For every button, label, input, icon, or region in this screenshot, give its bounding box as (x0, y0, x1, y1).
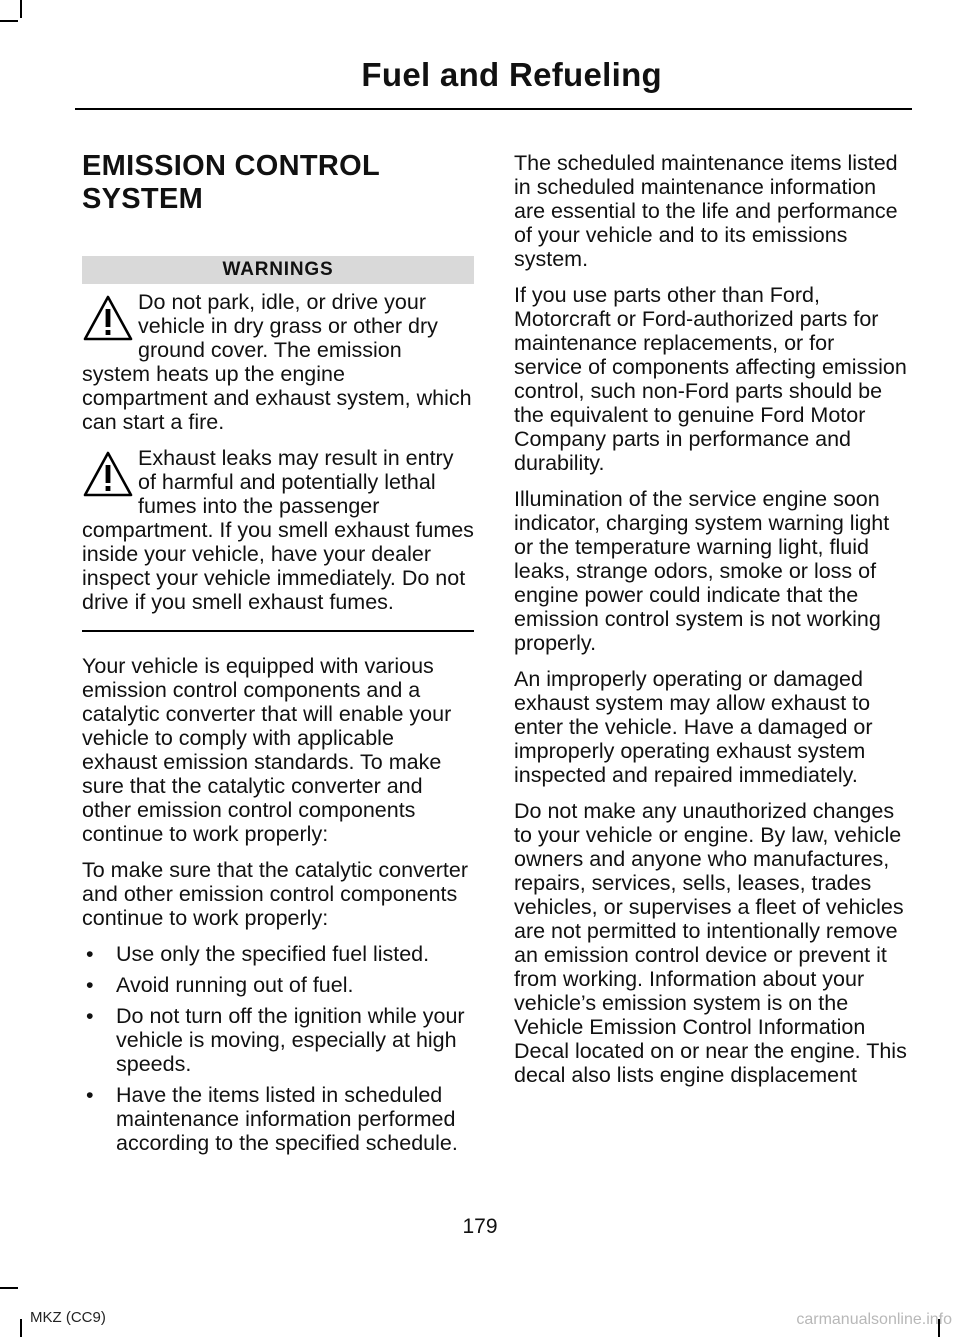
bullet-list (82, 942, 474, 1155)
crop-mark (20, 0, 22, 18)
crop-mark (20, 1319, 22, 1337)
body-paragraph: Do not make any unauthorized changes to your vehicle or engine. By law, vehicle owners and anyone who manufactures, repairs, services, sells, leases, trades vehicles, or supervises a fleet of vehicles are not permitted to intentionally remove an emission control device or prevent it from working. Information about your vehicle’s emission system is on the Vehicle Emission Control Information Decal located on or near the engine. This decal also lists engine displacement (514, 799, 907, 1087)
left-column (82, 150, 474, 1162)
section-heading-line1: EMISSION CONTROL (82, 150, 381, 182)
warnings-end-rule (82, 630, 474, 632)
crop-mark (0, 1287, 18, 1289)
body-paragraph: Illumination of the service engine soon indicator, charging system warning light or the temperature warning light, fluid leaks, strange odors, smoke or loss of engine power could indicate that the emission control system is not working properly. (514, 487, 890, 655)
list-item-text: Avoid running out of fuel. (116, 973, 354, 997)
list-item (82, 1004, 474, 1076)
body-paragraph: The scheduled maintenance items listed in scheduled maintenance information are essential to the life and performance of your vehicle and to its emissions system. (514, 151, 898, 271)
bullet-icon: • (86, 973, 94, 997)
body-paragraph: Your vehicle is equipped with various emission control components and a catalytic converter that will enable your vehicle to comply with applicable exhaust emission standards. To make sure that the catalytic converter and other emission control components continue to work properly: (82, 654, 452, 846)
bullet-icon: • (86, 1083, 94, 1107)
page-number: 179 (462, 1215, 498, 1238)
warning-triangle-icon (82, 450, 134, 498)
section-heading-line2: SYSTEM (82, 183, 204, 215)
list-item-text: Have the items listed in scheduled maintenance information performed according to the specified schedule. (116, 1083, 458, 1155)
section-heading (82, 150, 474, 216)
body-paragraph: To make sure that the catalytic converter and other emission control components continue to work properly: (82, 858, 468, 930)
crop-mark (0, 20, 18, 22)
warning-item (82, 290, 474, 434)
bullet-icon: • (86, 942, 94, 966)
model-code: MKZ (CC9) (30, 1309, 106, 1326)
bullet-icon: • (86, 1004, 94, 1028)
warning-triangle-icon (82, 294, 134, 342)
body-paragraph: If you use parts other than Ford, Motorcraft or Ford-authorized parts for maintenance replacements, or for service of components affecting emission control, such non-Ford parts should be the equivalent to genuine Ford Motor Company parts in performance and durability. (514, 283, 907, 475)
list-item (82, 1083, 474, 1155)
header-rule (75, 108, 912, 110)
watermark: carmanualsonline.info (796, 1311, 952, 1328)
warnings-label: WARNINGS (82, 256, 474, 284)
list-item-text: Do not turn off the ignition while your vehicle is moving, especially at high speeds. (116, 1004, 465, 1076)
list-item (82, 973, 474, 997)
list-item-text: Use only the specified fuel listed. (116, 942, 430, 966)
right-column (514, 151, 908, 1099)
list-item (82, 942, 474, 966)
warning-text: Do not park, idle, or drive your vehicle in dry grass or other dry ground cover. The emission system heats up the engine compartment and exhaust system, which can start a fire. (82, 290, 472, 434)
body-paragraph: An improperly operating or damaged exhaust system may allow exhaust to enter the vehicle. Have a damaged or improperly operating exhaust system inspected and repaired immediately. (514, 667, 873, 787)
page-header-title: Fuel and Refueling (361, 56, 662, 93)
warning-text: Exhaust leaks may result in entry of harmful and potentially lethal fumes into the passenger compartment. If you smell exhaust fumes inside your vehicle, have your dealer inspect your vehicle immediately. Do not drive if you smell exhaust fumes. (82, 446, 474, 614)
warning-item (82, 446, 474, 614)
